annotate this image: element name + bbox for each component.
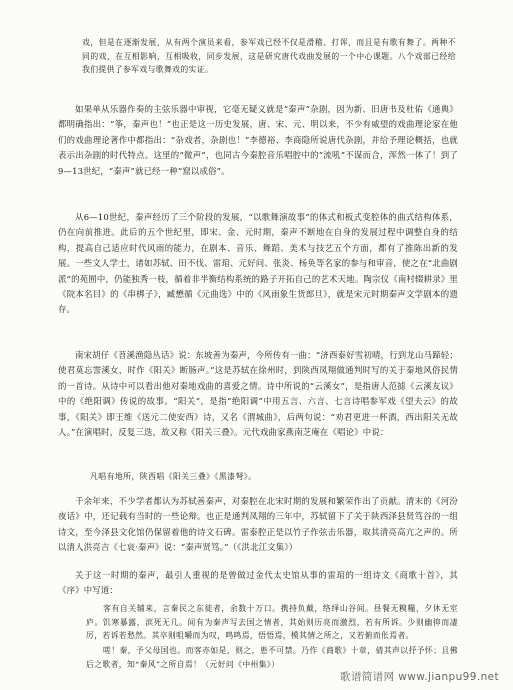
paragraph-su-shi-poem: 南宋胡仔《苕溪渔隐丛话》说：东坡善为秦声，今所传有一曲：“济西泰好雪初晴，行到龙山马蹄轻；使君莫忘霅溪女，时作《阳关》断肠声。”这是苏轼在徐州时，到陕西凤翔做通判时写的关于秦地风俗民情的一首诗。从诗中可以看出他对秦地戏曲的喜爱之情。诗中所说的“云溪女”，是指唐人范摅《云溪友议》中的《绝阳调》传说的故事。“阳关”，是指“绝阳调”中用五言、六言、七言诗唱参军戏《望夫云》的故事，《阳关》即王维《送元二使安西》诗，又名《渭城曲》，后两句说：“劝君更进一杯酒，西出阳关无故人。”在演唱时，反复三迭，故又称《阳关三叠》。元代戏曲家燕南芝庵在《唱论》中说：	[58, 350, 458, 438]
paragraph-su-shi-contribution: 千余年来，不少学者都认为苏轼善秦声，对秦腔在北宋时期的发展和繁荣作出了贡献。清末的《河汾夜话》中，还记载有当时的一些论辩。也正是通判凤翔的三年中，苏轼留下了关于陕西泽县贤笃谷的一组诗文，至今泽县文化馆仍保留着他的诗文石碑。雷泰腔正是以竹子作弦击乐器，取其清亮高亢之声的。所以清人洪亮吉《七哀·秦声》说：“秦声贤笃。”（《洪北江文集》）	[58, 496, 458, 553]
quote-chang-lun: 凡唱有地所，陕西唱《阳关三叠》《黑漆弩》。	[90, 472, 257, 481]
quote-shang-ge-preface: 客有自关辅来，言秦民之东徙者，余数十万口。携持负戴，络绎山谷间。昼餐无糗糧，夕休无室庐。饥寒暴露，滨死无几。间有为秦声写去国之情者，其始则历亮而激烈，若有所诉。少则幽抑而凄厉，若诉若愁然。其卒则咀嚼而为叹，鸣鸣焉，悟悟焉，模其情之所之，又若俯而伥焉者。	[86, 604, 458, 641]
paragraph-qin-sheng-strings: 如果单从乐器作奏的主弦乐器中审视，它毫无疑义就是“秦声”杂剧，因为新、旧唐书及杜佑《通典》都明确指出：“筝，秦声也！”也正是这一历史发展，唐、宋、元、明以来，不少有威望的戏曲理论家在他们的戏曲理论著作中都指出：“杂戏者，杂剧也！”李德裕、李商隐所说唐代杂剧，并给予理论概括，也就表示出杂剧的时代特点。这里的“微声”，也同古今秦腔音乐唱腔中的“流吼”不谋而合，浑然一体了！到了9—13世纪，“秦声”就已经一种“窟以成俗”。	[58, 104, 458, 176]
quote-shang-ge-ending: 嗟！秦，予父母国也。而客亦如是，则之，患不可禁。乃作《商歌》十章，倩其声以抒予怀；且佛后之歌者，知“秦风”之所自焉！（元好问《中州集》）	[86, 646, 458, 669]
paragraph-intro-continued: 戏，但是在逐渐发展，从有两个演员来看，参军戏已经不仅是滑稽、打诨，而且是有歌有舞了。两种不同的戏，在互相影响，互相吸收，同步发展，这是研究唐代戏曲发展的一个中心课题。八个戏部已经给我们提供了参军戏与歌舞戏的实证。	[82, 38, 456, 75]
site-watermark: 歌谱简谱网 www.jianpu99.net	[340, 671, 499, 683]
paragraph-lei-guan-intro: 关于这一时期的秦声，最引人重视的是曾做过金代太史馆从事的雷琯的一组诗文《商歌十首》，其《序》中写道：	[58, 570, 458, 596]
paragraph-song-jin-yuan-development: 从6—10世纪，秦声经历了三个阶段的发展，“以歌舞演故事”的体式和板式变腔体的曲式结构体系，仍在向前推进。此后的五个世纪里，即宋、金、元时期，秦声不断地在自身的发展过程中调整自身的结构，提高自己适应时代风雨的能力，在剧本、音乐、舞蹈、美术与技艺五个方面，都有了推陈出新的发展。一些文人学士，诸如苏轼、田不伐、雷琯、元好问、张炎、杨奂等名家的参与和审音，使之在“北曲剧派”的苑囿中，仍能独秀一枝，循着非半衡结构系统的路子开拓自己的艺术天地。陶宗仪《南村辍耕录》里《院本名目》的《串梆子》，臧懋循《元曲选》中的《风雨象生货郎旦》，就是宋元时期秦声文学剧本的遗存。	[58, 212, 458, 315]
